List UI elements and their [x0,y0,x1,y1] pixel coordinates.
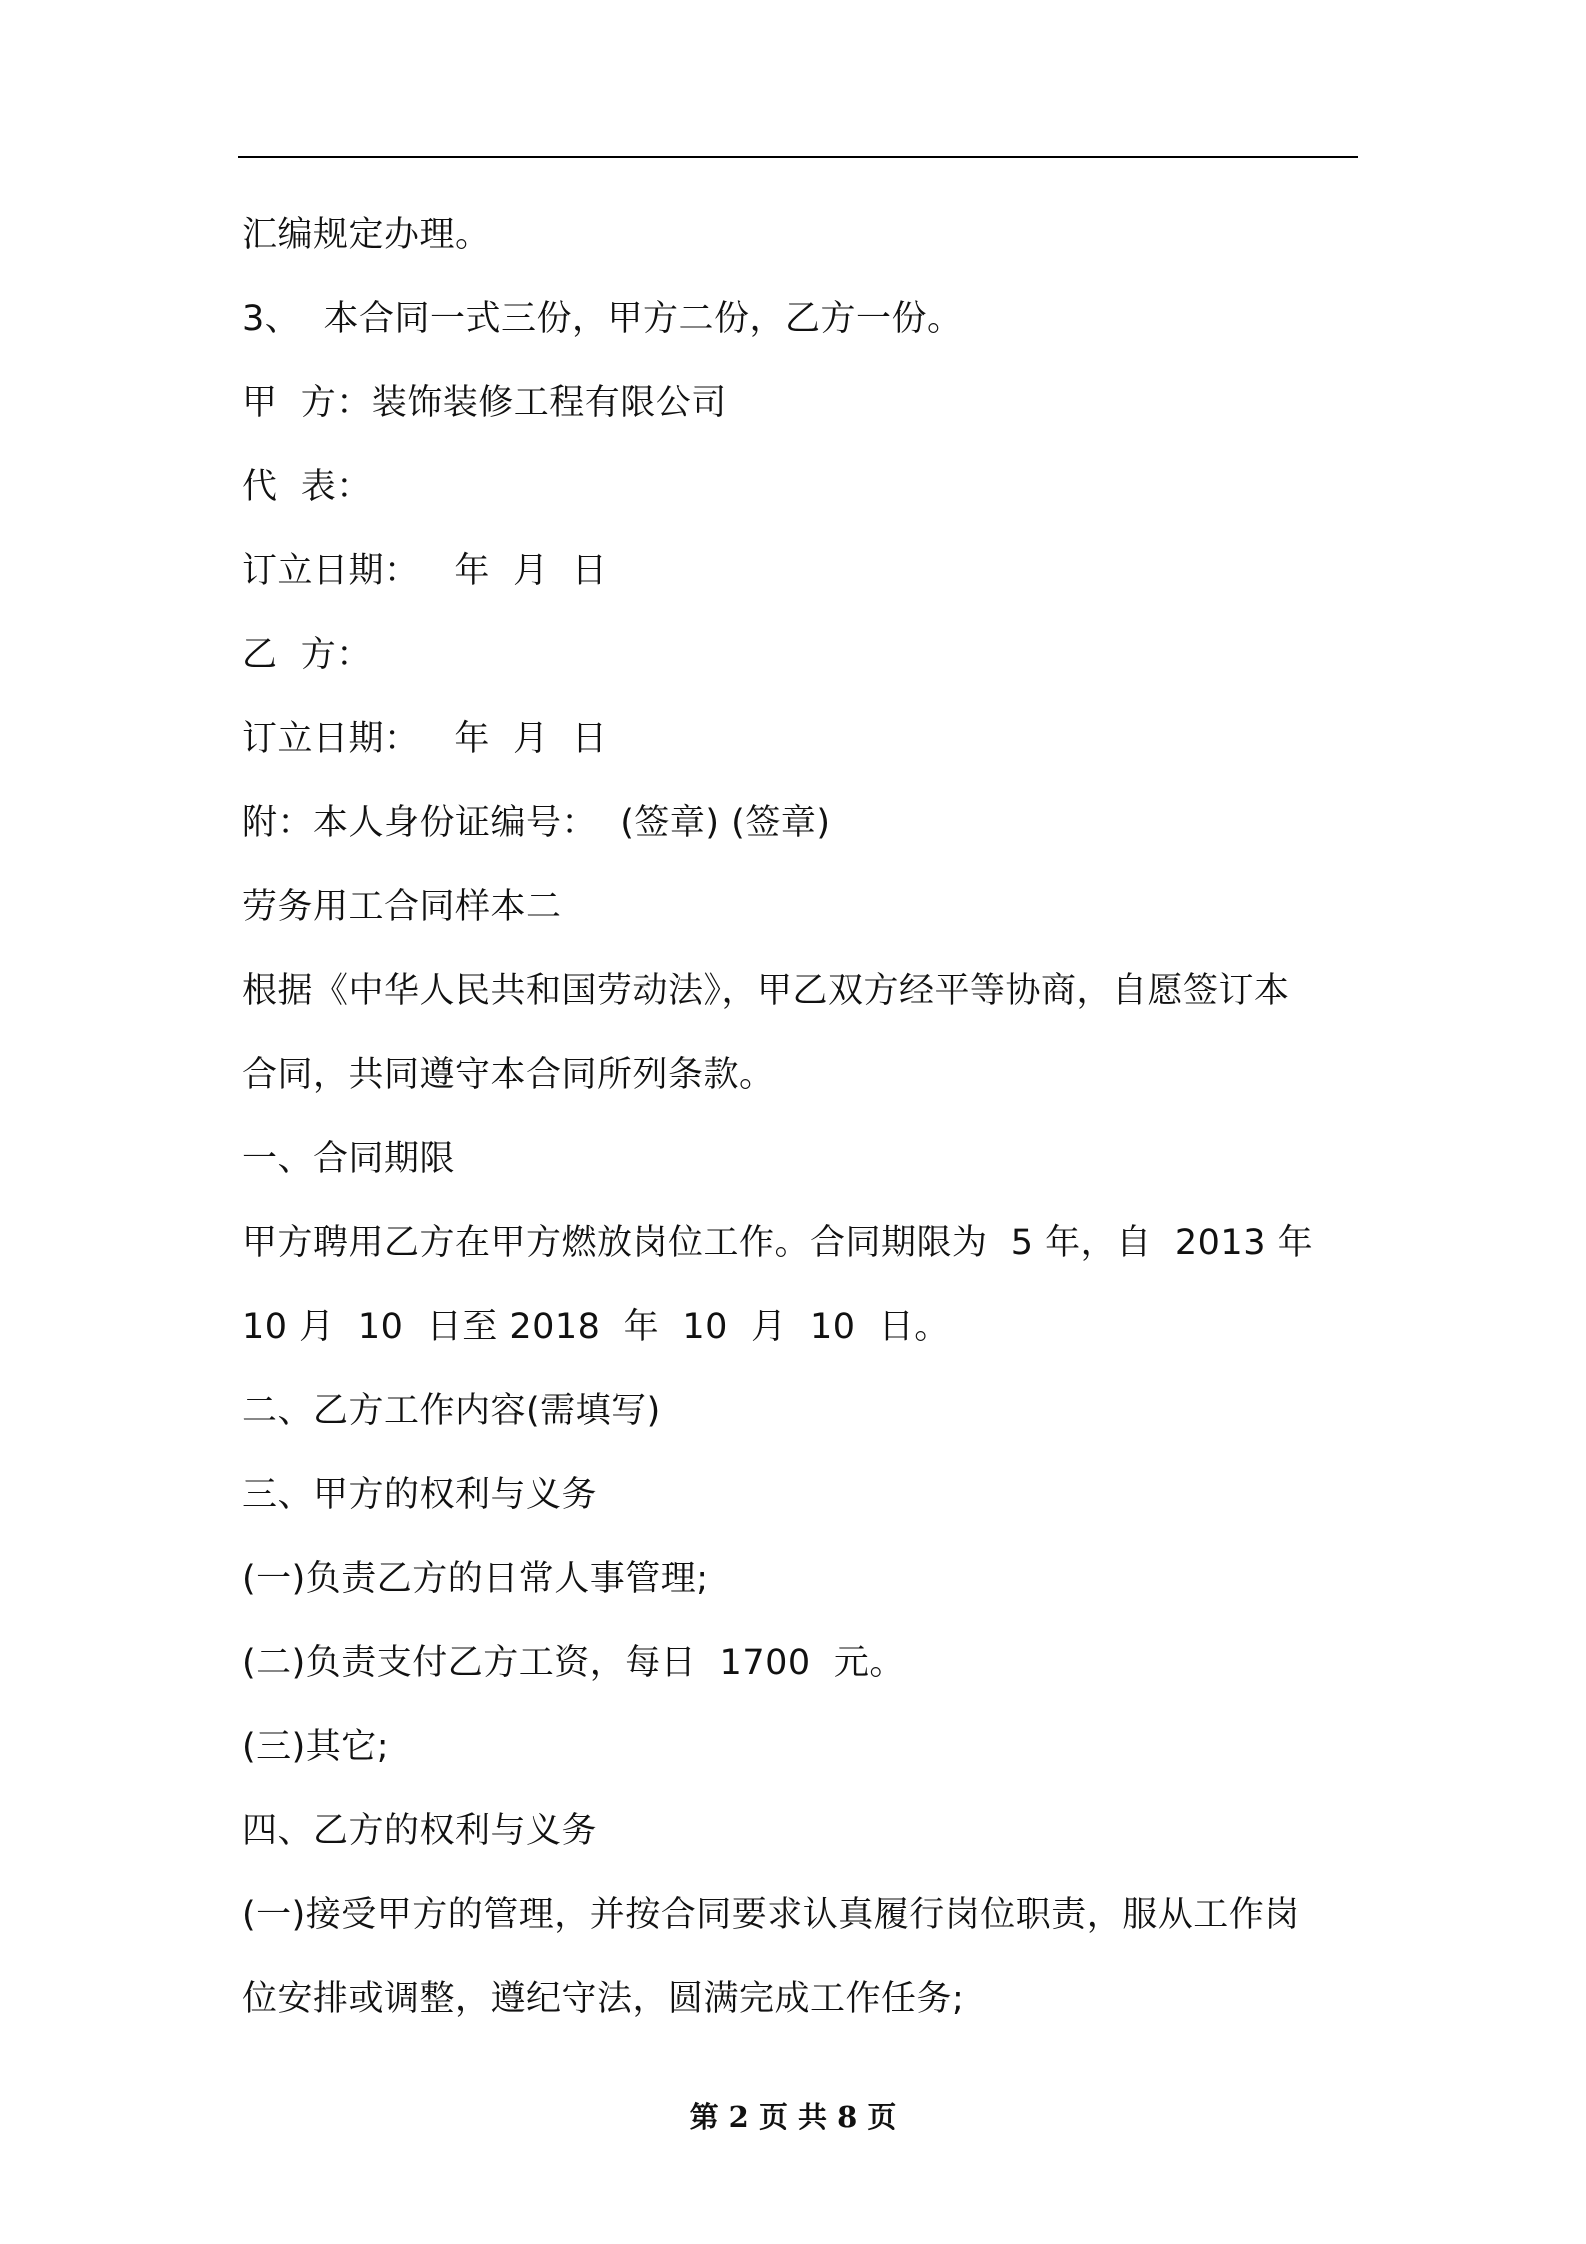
text-line: (一)接受甲方的管理，并按合同要求认真履行岗位职责，服从工作岗 [242,1895,1300,1935]
text-line: 位安排或调整，遵纪守法，圆满完成工作任务; [242,1979,965,2019]
text-line: 3、 本合同一式三份，甲方二份，乙方一份。 [242,299,963,339]
section-heading: 二、乙方工作内容(需填写) [242,1391,661,1431]
section-heading: 四、乙方的权利与义务 [242,1811,598,1851]
page-footer: 第 2 页 共 8 页 [689,2100,897,2134]
section-heading: 三、甲方的权利与义务 [242,1475,598,1515]
text-line: 订立日期： 年 月 日 [242,719,608,759]
text-line: (二)负责支付乙方工资，每日 1700 元。 [242,1643,905,1683]
section-title: 劳务用工合同样本二 [242,887,562,927]
section-heading: 一、合同期限 [242,1139,456,1179]
text-line: 10 月 10 日至 2018 年 10 月 10 日。 [242,1307,950,1347]
text-line: (一)负责乙方的日常人事管理; [242,1559,709,1599]
text-line: 甲 方：装饰装修工程有限公司 [242,383,727,423]
text-line: 甲方聘用乙方在甲方燃放岗位工作。合同期限为 5 年，自 2013 年 [242,1223,1314,1263]
text-line: 代 表： [242,467,372,507]
text-line: 订立日期： 年 月 日 [242,551,608,591]
text-line: 汇编规定办理。 [242,215,491,255]
text-line: 合同，共同遵守本合同所列条款。 [242,1055,775,1095]
header-rule [238,156,1358,158]
text-line: 根据《中华人民共和国劳动法》，甲乙双方经平等协商，自愿签订本 [242,971,1290,1011]
text-line: 附：本人身份证编号： (签章) (签章) [242,803,831,843]
text-line: 乙 方： [242,635,372,675]
document-body [242,193,1362,2041]
text-line: (三)其它; [242,1727,390,1767]
